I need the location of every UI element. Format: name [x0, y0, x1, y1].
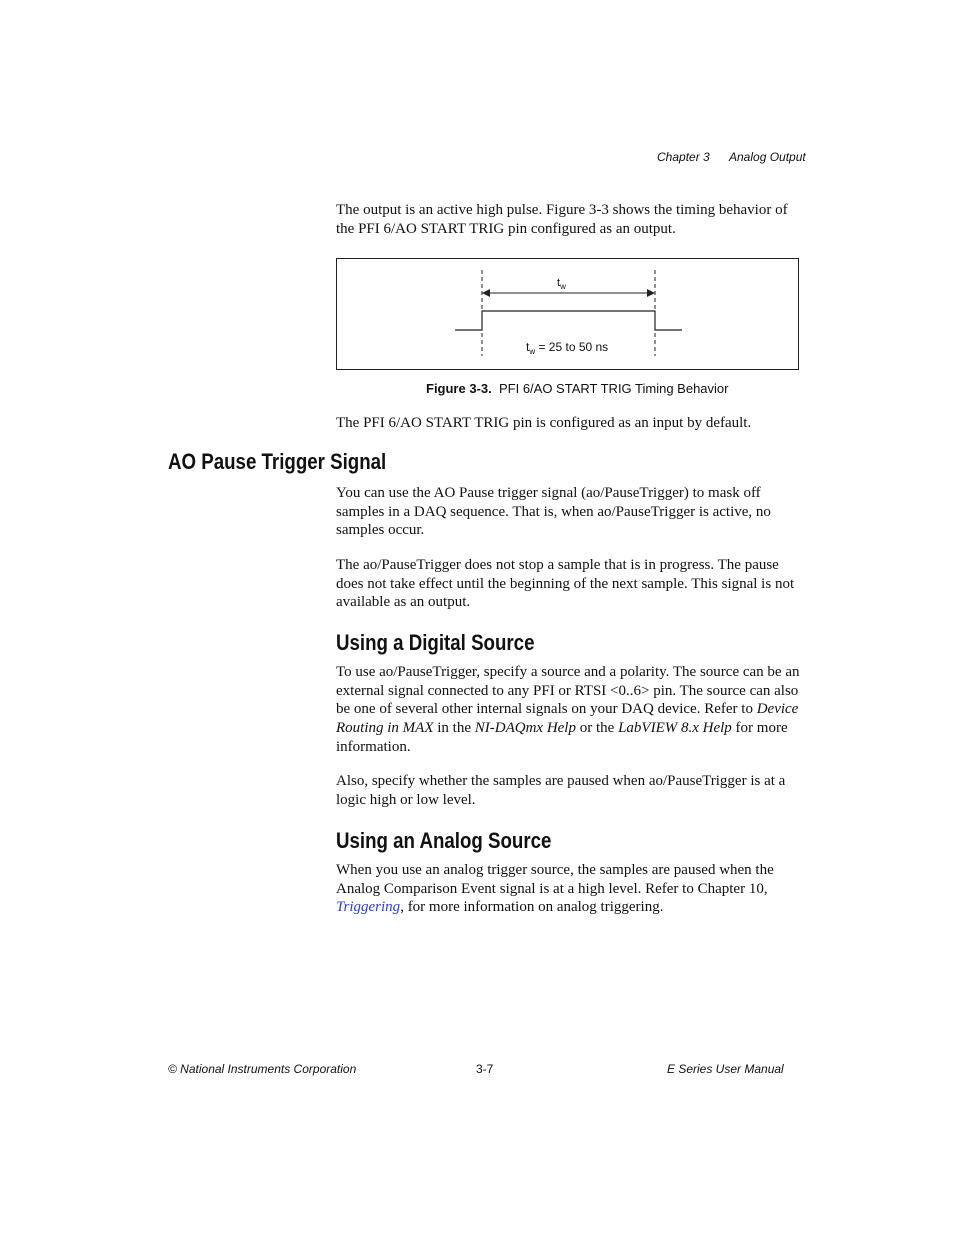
tw-label: $t_w$	[557, 277, 566, 291]
tw-value-label: $t_w = 25$ to 50 ns	[526, 340, 609, 356]
header-chapter: Chapter 3	[657, 150, 710, 164]
ref-labview-help: LabVIEW 8.x Help	[618, 720, 732, 737]
after-figure-paragraph: The PFI 6/AO START TRIG pin is configured as an input by default.	[336, 415, 752, 431]
heading-ao-pause-trigger: AO Pause Trigger Signal	[168, 449, 387, 474]
arrow-right-head	[647, 289, 655, 297]
heading-analog-source: Using an Analog Source	[336, 828, 552, 853]
triggering-link[interactable]: Triggering	[336, 899, 401, 916]
timing-diagram	[337, 259, 800, 371]
ao-pause-paragraph-2: The ao/PauseTrigger does not stop a sample that is in progress. The pause does not take effect until the beginning of the next sample. This signal is not available as an output.	[336, 557, 795, 611]
analog-source-paragraph: When you use an analog trigger source, the samples are paused when the Analog Comparison Event signal is at a high level. Refer to Chapter 10, Triggering, for more information on analog triggering.	[336, 862, 774, 916]
ref-device-routing: Device Routing in MAX	[336, 701, 799, 737]
intro-paragraph: The output is an active high pulse. Figure 3-3 shows the timing behavior of the PFI 6/AO START TRIG pin configured as an output.	[336, 202, 788, 237]
heading-digital-source: Using a Digital Source	[336, 630, 535, 655]
figure-caption	[426, 381, 728, 396]
caption-number: Figure 3-3.	[426, 381, 492, 396]
digital-source-paragraph-2: Also, specify whether the samples are paused when ao/PauseTrigger is at a logic high or low level.	[336, 773, 786, 808]
digital-source-paragraph-1: To use ao/PauseTrigger, specify a source and a polarity. The source can be an external signal connected to any PFI or RTSI <0..6> pin. The source can also be one of several other internal signals on your DAQ device. Refer to Device Routing in MAX in the NI-DAQmx Help or the LabVIEW 8.x Help for more information.	[336, 664, 800, 755]
ao-pause-paragraph-1: You can use the AO Pause trigger signal (ao/PauseTrigger) to mask off samples in a DAQ sequence. That is, when ao/PauseTrigger is active, no samples occur.	[336, 485, 771, 539]
ref-nidaqmx-help: NI-DAQmx Help	[474, 720, 576, 737]
footer-manual-title: E Series User Manual	[667, 1062, 784, 1076]
header-section: Analog Output	[729, 150, 806, 164]
footer-copyright: © National Instruments Corporation	[168, 1062, 357, 1076]
arrow-left-head	[482, 289, 490, 297]
pulse-waveform	[455, 311, 682, 330]
caption-text: PFI 6/AO START TRIG Timing Behavior	[498, 381, 729, 396]
timing-figure	[336, 258, 799, 370]
footer-page-number: 3-7	[476, 1062, 494, 1076]
